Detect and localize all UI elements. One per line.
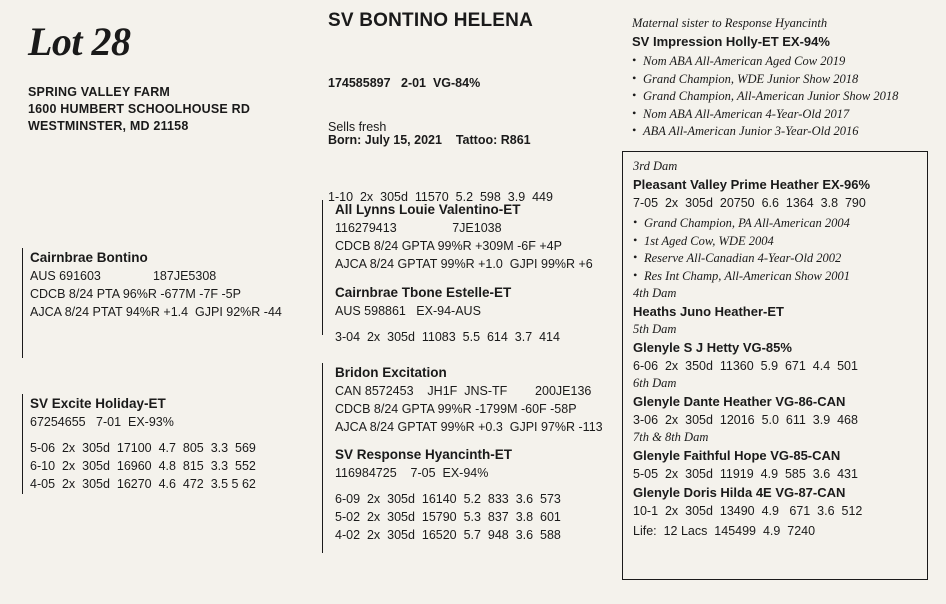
fifth-dam-record: 6-06 2x 350d 11360 5.9 671 4.4 501	[633, 359, 858, 373]
lot-title: Lot 28	[28, 19, 131, 64]
mgs-line: CDCB 8/24 GPTA 99%R -1799M -60F -58P	[335, 402, 577, 416]
sells-note: Sells fresh	[328, 120, 387, 134]
third-dam-label: 3rd Dam	[633, 159, 678, 173]
sire-line: AUS 691603 187JE5308	[30, 269, 217, 283]
list-item: • Grand Champion, All-American Junior Show 2018	[632, 88, 932, 106]
mgd-line: 116984725 7-05 EX-94%	[335, 466, 489, 480]
dam-line: 5-06 2x 305d 17100 4.7 805 3.3 569	[30, 441, 256, 455]
mgd-line: 5-02 2x 305d 15790 5.3 837 3.8 601	[335, 510, 561, 524]
farm-address	[28, 84, 250, 135]
farm-line: WESTMINSTER, MD 21158	[28, 119, 189, 133]
mgs-line: CAN 8572453 JH1F JNS-TF 200JE136	[335, 384, 592, 398]
eighth-dam-name: Glenyle Doris Hilda 4E VG-87-CAN	[633, 485, 846, 500]
maternal-achievements	[632, 53, 932, 141]
grandsire-name: All Lynns Louie Valentino-ET	[335, 202, 521, 217]
list-item: • Nom ABA All-American 4-Year-Old 2017	[632, 106, 932, 124]
list-item: • Grand Champion, PA All-American 2004	[633, 215, 919, 233]
farm-line: 1600 HUMBERT SCHOOLHOUSE RD	[28, 102, 251, 116]
dam-spacer	[22, 431, 292, 439]
sixth-dam-label: 6th Dam	[633, 376, 677, 390]
maternal-grandsire-block	[328, 363, 628, 436]
grandsire-line: CDCB 8/24 GPTA 99%R +309M -6F +4P	[335, 239, 562, 253]
mgs-line: AJCA 8/24 GPTAT 99%R +0.3 GJPI 97%R -113	[335, 420, 603, 434]
third-dam-achievements	[633, 215, 919, 285]
maternal-granddam-block	[328, 445, 628, 544]
mgd-line: 6-09 2x 305d 16140 5.2 833 3.6 573	[335, 492, 561, 506]
maternal-note: Maternal sister to Response Hyancinth	[632, 16, 828, 30]
sixth-dam-name: Glenyle Dante Heather VG-86-CAN	[633, 394, 846, 409]
farm-line: SPRING VALLEY FARM	[28, 85, 171, 99]
maternal-grandsire-name: Bridon Excitation	[335, 365, 447, 380]
list-item: • 1st Aged Cow, WDE 2004	[633, 233, 919, 251]
sixth-dam-record: 3-06 2x 305d 12016 5.0 611 3.9 468	[633, 413, 858, 427]
animal-name: SV BONTINO HELENA	[328, 10, 534, 31]
granddam-line: AUS 598861 EX-94-AUS	[335, 304, 481, 318]
lifetime-record: Life: 12 Lacs 145499 4.9 7240	[633, 524, 816, 538]
sire-block	[22, 248, 282, 321]
list-item: • Nom ABA All-American Aged Cow 2019	[632, 53, 932, 71]
granddam-line: 3-04 2x 305d 11083 5.5 614 3.7 414	[335, 330, 560, 344]
sire-line: AJCA 8/24 PTAT 94%R +1.4 GJPI 92%R -44	[30, 305, 282, 319]
maternal-sister-block	[632, 14, 932, 141]
list-item: • ABA All-American Junior 3-Year-Old 2016	[632, 123, 932, 141]
mgd-spacer	[328, 482, 628, 490]
dam-line: 6-10 2x 305d 16960 4.8 815 3.3 552	[30, 459, 256, 473]
list-item: • Res Int Champ, All-American Show 2001	[633, 268, 919, 286]
sire-name: Cairnbrae Bontino	[30, 250, 148, 265]
seventh-eighth-dam-label: 7th & 8th Dam	[633, 430, 709, 444]
granddam-block	[328, 283, 618, 346]
fourth-dam-name: Heaths Juno Heather-ET	[633, 304, 784, 319]
animal-reg-line: 174585897 2-01 VG-84%	[328, 76, 481, 90]
grandsire-block	[328, 200, 618, 273]
granddam-spacer	[328, 320, 618, 328]
maternal-sister-name: SV Impression Holly-ET EX-94%	[632, 34, 830, 49]
dam-lineage-box	[622, 151, 928, 580]
fourth-dam-label: 4th Dam	[633, 286, 677, 300]
mgd-line: 4-02 2x 305d 16520 5.7 948 3.6 588	[335, 528, 561, 542]
list-item: • Grand Champion, WDE Junior Show 2018	[632, 71, 932, 89]
dam-block	[22, 394, 292, 493]
grandsire-line: AJCA 8/24 GPTAT 99%R +1.0 GJPI 99%R +6	[335, 257, 593, 271]
dam-line: 67254655 7-01 EX-93%	[30, 415, 174, 429]
third-dam-record: 7-05 2x 305d 20750 6.6 1364 3.8 790	[633, 196, 866, 210]
bracket-rule-midbottom	[322, 363, 323, 553]
bracket-rule-midtop	[322, 200, 323, 335]
dam-line: 4-05 2x 305d 16270 4.6 472 3.5 5 62	[30, 477, 256, 491]
seventh-dam-record: 5-05 2x 305d 11919 4.9 585 3.6 431	[633, 467, 858, 481]
list-item: • Reserve All-Canadian 4-Year-Old 2002	[633, 250, 919, 268]
grandsire-line: 116279413 7JE1038	[335, 221, 502, 235]
fifth-dam-name: Glenyle S J Hetty VG-85%	[633, 340, 792, 355]
sire-line: CDCB 8/24 PTA 96%R -677M -7F -5P	[30, 287, 241, 301]
granddam-name: Cairnbrae Tbone Estelle-ET	[335, 285, 512, 300]
maternal-granddam-name: SV Response Hyancinth-ET	[335, 447, 513, 462]
animal-born-line: Born: July 15, 2021 Tattoo: R861	[328, 133, 531, 147]
third-dam-name: Pleasant Valley Prime Heather EX-96%	[633, 177, 871, 192]
seventh-dam-name: Glenyle Faithful Hope VG-85-CAN	[633, 448, 841, 463]
eighth-dam-record: 10-1 2x 305d 13490 4.9 671 3.6 512	[633, 504, 863, 518]
dam-name: SV Excite Holiday-ET	[30, 396, 166, 411]
fifth-dam-label: 5th Dam	[633, 322, 677, 336]
animal-record-line: 1-10 2x 305d 11570 5.2 598 3.9 449	[328, 190, 553, 204]
